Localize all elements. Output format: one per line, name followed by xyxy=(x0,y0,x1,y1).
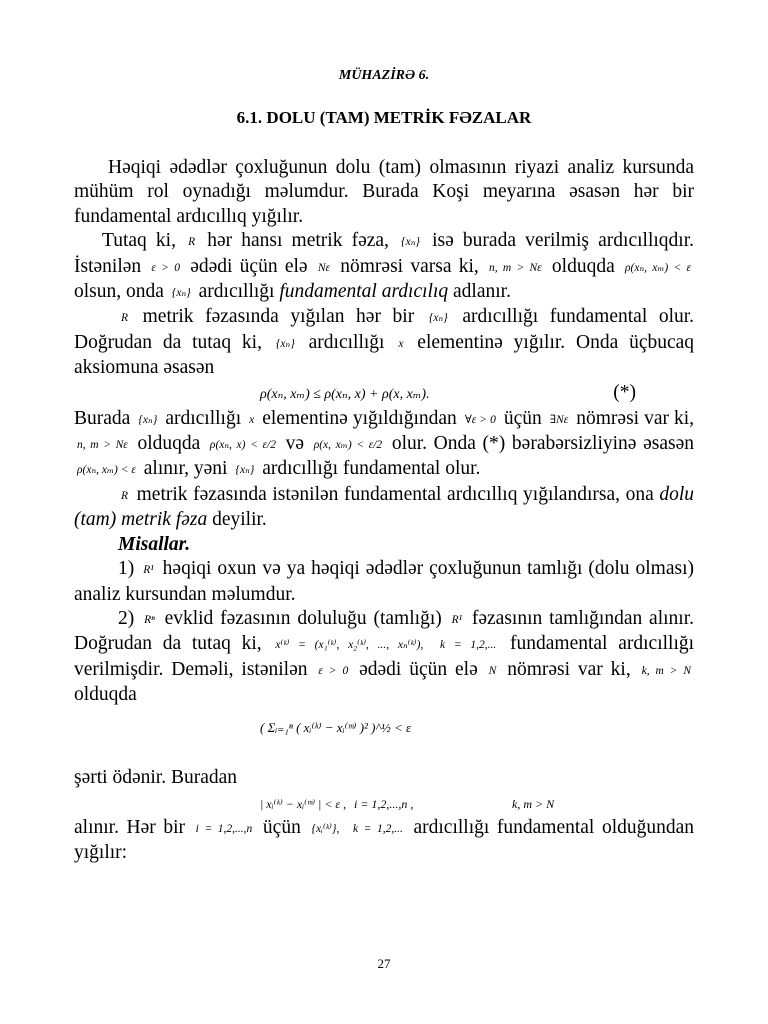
formula-rho: ρ(xₙ, xₘ) < ε xyxy=(77,464,136,477)
formula-N: N xyxy=(488,664,497,677)
paragraph-example-1: 1) R¹ həqiqi oxun və ya həqiqi ədədlər çoxluğunun tamlığı (dolu olması) analiz kursundan məlumdur. xyxy=(74,558,695,605)
formula-sequence: {xₙ} xyxy=(138,413,158,426)
formula-epsilon: ε > 0 xyxy=(318,664,349,677)
formula-triangle-inequality: ρ(xₙ, xₘ) ≤ ρ(xₙ, x) + ρ(x, xₘ). xyxy=(260,386,430,402)
paragraph-proof: Burada {xₙ} ardıcıllığı x elementinə yığıldığından ∀ε > 0 üçün ∃Nε nömrəsi var ki, n, m > Nε olduqda ρ(xₙ, x) < ε/2 və ρ(x, xₘ) < ε/2 olur. Onda (*) bərabərsizliyinə əsasən ρ(xₙ, xₘ) < ε alınır, yəni {xₙ} ardıcıllığı fundamental olur. xyxy=(74,407,695,480)
formula-epsilon: ε > 0 xyxy=(151,261,180,274)
formula-sequence: {xₙ} xyxy=(275,337,295,350)
paragraph-condition: şərti ödənir. Buradan xyxy=(74,766,237,788)
formula-component-sequence: {xᵢ⁽ᵏ⁾}, xyxy=(311,822,340,835)
formula-R1: R¹ xyxy=(143,564,154,577)
formula-k-index: k = 1,2,... xyxy=(352,822,403,835)
formula-x: x xyxy=(249,413,255,426)
formula-R1: R¹ xyxy=(451,613,463,626)
equation-triangle xyxy=(74,381,694,407)
formula-forall: ∀ε > 0 xyxy=(464,413,496,426)
formula-Rn: Rⁿ xyxy=(144,613,155,626)
document-body xyxy=(74,156,694,866)
equation-label: (*) xyxy=(613,381,636,403)
lecture-header: MÜHAZİRƏ 6. xyxy=(338,68,430,83)
formula-component-diff: | xᵢ⁽ᵏ⁾ − xᵢ⁽ᵐ⁾ | < ε , xyxy=(260,796,347,811)
equation-sum xyxy=(74,708,694,766)
page-number: 27 xyxy=(377,956,391,971)
formula-i-index: i = 1,2,...,n , xyxy=(354,796,414,811)
formula-R: R xyxy=(188,236,196,249)
formula-sum-norm: ( Σᵢ₌₁ⁿ ( xᵢ⁽ᵏ⁾ − xᵢ⁽ᵐ⁾ )² )^½ < ε xyxy=(260,719,412,735)
formula-nm: n, m > Nε xyxy=(489,261,542,274)
formula-sequence: {xₙ} xyxy=(428,312,448,325)
examples-heading: Misallar. xyxy=(118,533,191,555)
formula-R: R xyxy=(121,312,129,325)
section-title: 6.1. DOLU (TAM) METRİK FƏZALAR xyxy=(236,108,532,127)
formula-sequence: {xₙ} xyxy=(401,236,421,249)
formula-nm: n, m > Nε xyxy=(77,439,128,452)
formula-N-epsilon: Nε xyxy=(317,261,331,274)
formula-vector-sequence: x⁽ᵏ⁾ = (x₁⁽ᵏ⁾, x₂⁽ᵏ⁾, ..., xₙ⁽ᵏ⁾), xyxy=(275,639,424,652)
formula-rho-half: ρ(xₙ, x) < ε/2 xyxy=(209,439,277,452)
paragraph-definition: Tutaq ki, R hər hansı metrik fəza, {xₙ} isə burada verilmiş ardıcıllıqdır. İstənilən ε > 0 ədədi üçün elə Nε nömrəsi varsa ki, n, m > Nε olduqda ρ(xₙ, xₘ) < ε olsun, onda {xₙ} ardıcıllığı fundamental ardıcılıq adlanır. xyxy=(74,230,694,303)
formula-R: R xyxy=(121,489,129,502)
term-complete-metric-space: dolu (tam) metrik fəza xyxy=(74,483,694,531)
term-fundamental: fundamental ardıcılıq xyxy=(279,281,449,303)
equation-components xyxy=(74,790,694,816)
formula-i-index: i = 1,2,...,n xyxy=(195,822,253,835)
formula-km: k, m > N xyxy=(512,796,555,811)
paragraph-intro: Həqiqi ədədlər çoxluğunun dolu (tam) olmasının riyazi analiz kursunda mühüm rol oynadığı məlumdur. Burada Koşi meyarına əsasən hər bir fundamental ardıcıllıq yığılır. xyxy=(74,157,694,227)
paragraph-convergent: R metrik fəzasında yığılan hər bir {xₙ} ardıcıllığı fundamental olur. Doğrudan da tutaq ki, {xₙ} ardıcıllığı x elementinə yığılır. Onda üçbucaq aksiomuna əsasən xyxy=(74,306,695,379)
paragraph-complete-space: R metrik fəzasında istənilən fundamental ardıcıllıq yığılandırsa, ona dolu (tam) metrik fəza deyilir. xyxy=(74,483,694,531)
formula-rho: ρ(xₙ, xₘ) < ε xyxy=(625,261,692,274)
formula-x: x xyxy=(398,337,404,350)
formula-k-index: k = 1,2,... xyxy=(440,639,497,652)
formula-sequence: {xₙ} xyxy=(171,287,191,300)
formula-sequence: {xₙ} xyxy=(235,464,255,477)
formula-exists: ∃Nε xyxy=(549,413,569,426)
paragraph-example-2: 2) Rⁿ evklid fəzasının doluluğu (tamlığı) R¹ fəzasının tamlığından alınır. Doğrudan da tutaq ki, x⁽ᵏ⁾ = (x₁⁽ᵏ⁾, x₂⁽ᵏ⁾, ..., xₙ⁽ᵏ⁾), k = 1,2,... fundamental ardıcıllığı verilmişdir. Deməli, istənilən ε > 0 ədədi üçün elə N nömrəsi var ki, k, m > N olduqda xyxy=(74,607,695,706)
formula-rho-half: ρ(x, xₘ) < ε/2 xyxy=(313,439,383,452)
paragraph-conclusion: alınır. Hər bir i = 1,2,...,n üçün {xᵢ⁽ᵏ⁾}, k = 1,2,... ardıcıllığı fundamental olduğundan yığılır: xyxy=(74,816,695,864)
formula-km: k, m > N xyxy=(641,664,692,677)
